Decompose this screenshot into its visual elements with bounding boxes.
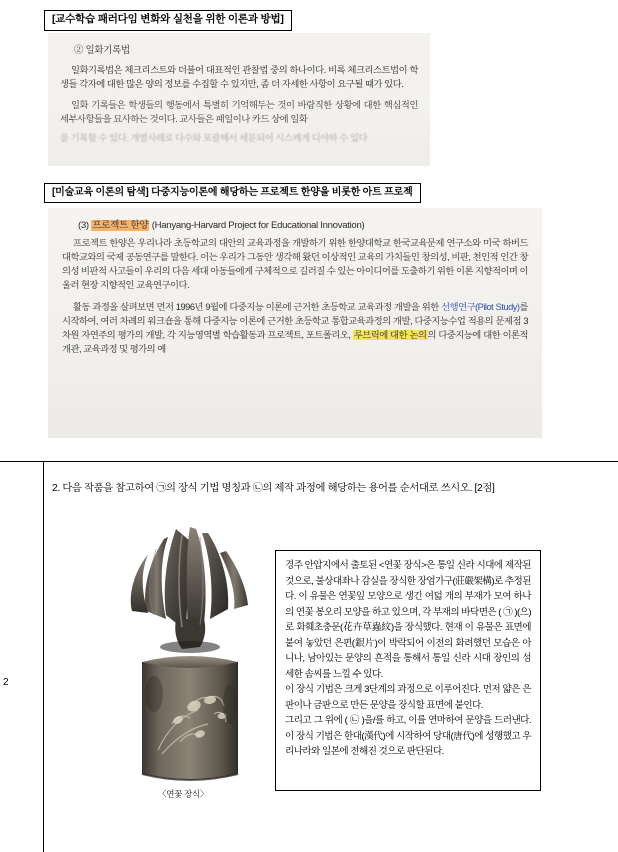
reference-title-2-wrap [44,182,421,203]
artifact-photo-floral-pattern [128,654,252,784]
passage-2-heading-number: (3) [78,220,89,231]
reference-title-1: [교수학습 패러다임 변화와 실천을 위한 이론과 방법] [44,10,292,31]
passage-1-faded-line: 를 기록할 수 있다. 개별사례로 다수와 포괄해서 세분되어 시스케게 디야하 수 있다 [60,132,368,143]
passage-2-heading [78,217,528,231]
passage-2-p2-pre: 활동 과정을 살펴보면 먼저 1996년 9월에 다중지능 이론에 근거한 초등학교 교육과정 개발을 위한 [73,301,442,312]
reference-title-1-wrap [44,9,292,31]
passage-1-heading: ② 일화기록법 [74,45,130,56]
question-section [0,462,618,852]
reference-title-2: [미술교육 이론의 탐색] 다중지능이론에 해당하는 프로젝트 한양을 비롯한 아트 프로젝 [44,183,421,203]
artifact-photo-lotus-bud [116,523,264,655]
question-stem-part-a: 2. 다음 작품을 참고하여 [52,483,157,494]
artifact-photo-caption: 〈연꽃 장식〉 [158,789,209,799]
passage-2-p2-mid: 를 시작하여, 여러 차례의 워크숍을 통해 다중지능 이론에 근거한 초등학교 통합교육과정의 개발, 다중지능수업 적용의 문제점 3차원 자연주의 평가의 개발, 각 지능영역별 학습활동과 프로젝트, 포트폴리오, [62,301,528,340]
question-number-column [28,462,44,852]
passage-2-heading-subtitle: (Hanyang-Harvard Project for Educational Innovation) [151,220,365,231]
description-paragraph-1: 경주 안압지에서 출토된 <연꽃 장식>은 통일 신라 시대에 제작된 것으로, 불상대좌나 감실을 장식한 장엄가구(莊嚴架構)로 추정된다. 이 유물은 연꽃잎 모양으로 생긴 여덟 개의 부재가 모여 하나의 연꽃 봉오리 모양을 하고 있으며, 각 부재의 바닥면은 ( ㉠ )(으)로 화훼초충문(花卉草蟲紋)을 장식했다. 현재 이 유물은 표면에 붙여 놓았던 은편(銀片)이 박락되어 이전의 화려했던 모습은 아니나, 남아있는 문양의 흔적을 통해서 통일 신라 시대 장인의 섬세한 솜씨를 느낄 수 있다. [285,560,531,680]
passage-1-paragraph-1: 일화기록법은 체크리스트와 더불어 대표적인 관찰법 중의 하나이다. 비록 체크리스트법이 학생들 각자에 대한 많은 양의 정보를 수집할 수 있지만, 좀 더 자세한 사항이 요구될 때가 있다. [60,65,418,90]
description-paragraph-2: 이 장식 기법은 크게 3단계의 과정으로 이루어진다. 먼저 얇은 은판이나 금판으로 만든 문양을 장식할 표면에 붙인다. [285,684,531,711]
question-stem-part-b: 의 장식 기법 명칭과 [165,483,253,494]
passage-2-p2-blue: 선행연구(Pilot Study) [441,301,520,312]
symbol-circle-a-icon: ㉠ [156,483,166,494]
passage-1-panel [48,33,430,166]
description-paragraph-3: 그리고 그 위에 ( ㉡ )을/를 하고, 이를 연마하여 문양을 드러낸다. 이 장식 기법은 한대(漢代)에 시작하여 당대(唐代)에 성행했고 우리나라와 일본에 전해진 것으로 판단된다. [285,715,531,758]
passage-1-paragraph-2: 일화 기록들은 학생들의 행동에서 특별히 기억해두는 것이 바람직한 상황에 대한 핵심적인 세부사항들을 묘사하는 것이다. 교사들은 패일이나 카드 상에 일화 [60,100,418,125]
question-stem [52,479,494,494]
passage-2-p2-highlight: 루브릭에 대한 논의 [353,329,427,340]
artifact-description-box [275,550,541,791]
passage-2-heading-highlight: 프로젝트 한양 [92,220,149,231]
question-stem-part-c: 의 제작 과정에 해당하는 용어를 순서대로 쓰시오. [2점] [262,483,495,494]
symbol-circle-b-icon: ㉡ [252,483,263,494]
passage-2-paragraph-2 [62,301,528,357]
question-number: 2 [3,677,9,688]
passage-2-panel [48,208,542,438]
passage-2-paragraph-1: 프로젝트 한양은 우리나라 초등학교의 대안의 교육과정을 개발하기 위한 한양대학교 한국교육문제 연구소와 미국 하버드 대학교와의 국제 공동연구를 말한다. 이는 우리가 그동안 생각해 왔던 이상적인 교육의 가치들인 창의성, 비판, 천인적 인간 창의성 비판적 사고들이 우리의 다음 세대 아동들에게 구체적으로 길러질 수 있는 아이디어를 도출하기 위한 이론 지향적이며 이울러 현장 지향적인 교육연구이다. [62,238,528,290]
passage-2-p2-post: 의 다중지능에 대한 이론적 개관, 교육과정 및 평가의 예 [62,329,529,354]
